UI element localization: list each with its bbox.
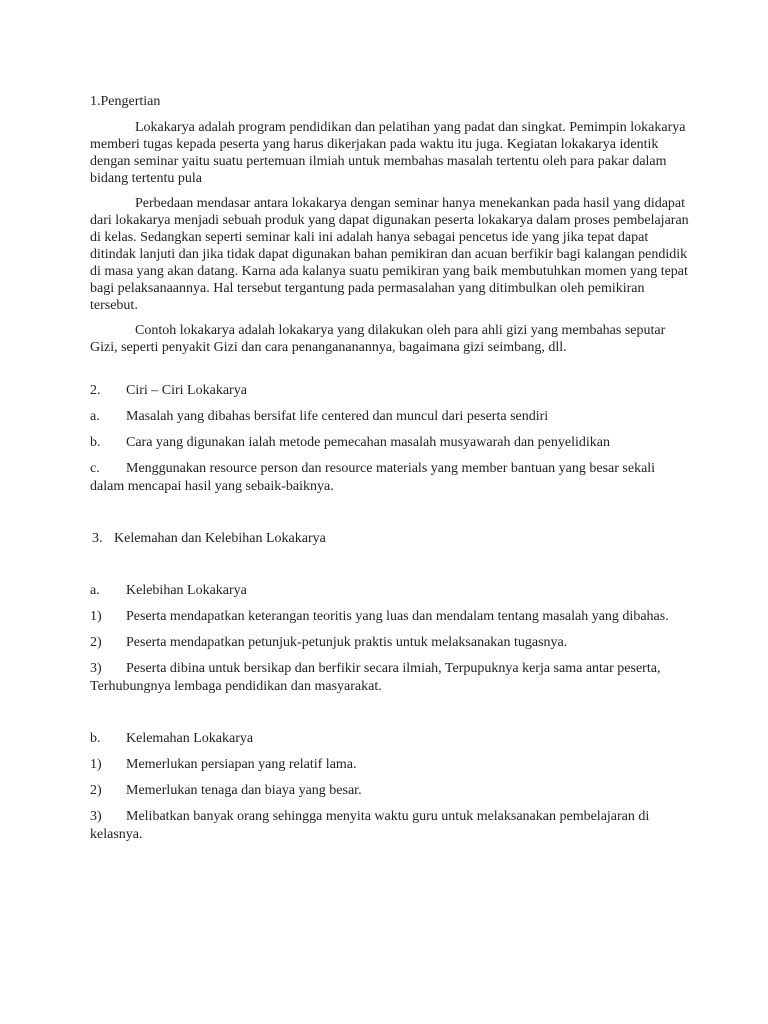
list-marker: 2) bbox=[90, 635, 102, 650]
section-title: Ciri – Ciri Lokakarya bbox=[126, 383, 247, 398]
list-marker: 3) bbox=[90, 809, 102, 824]
paragraph: Lokakarya adalah program pendidikan dan pelatihan yang padat dan singkat. Pemimpin lokakarya memberi tugas kepada peserta yang harus dikerjakan pada waktu itu juga. Kegiatan lokakarya identik dengan seminar yaitu suatu pertemuan ilmiah untuk membahas masalah tertentu oleh para pakar dalam bidang tertentu pula bbox=[90, 120, 686, 186]
list-item bbox=[90, 460, 690, 496]
section-heading-pengertian: 1.Pengertian bbox=[90, 94, 161, 109]
list-item bbox=[90, 634, 690, 652]
section-heading-kelemahan-kelebihan bbox=[90, 530, 690, 548]
list-item-text: Melibatkan banyak orang sehingga menyita waktu guru untuk melaksanakan pembelajaran di kelasnya. bbox=[90, 809, 650, 842]
list-item bbox=[90, 782, 690, 800]
paragraph: Contoh lokakarya adalah lokakarya yang dilakukan oleh para ahli gizi yang membahas seputar Gizi, seperti penyakit Gizi dan cara penangananannya, bagaimana gizi seimbang, dll. bbox=[90, 323, 666, 355]
list-item bbox=[90, 608, 690, 626]
subsection-marker: a. bbox=[90, 583, 100, 598]
subsection-heading-kelebihan bbox=[90, 582, 690, 600]
list-item-text: Peserta dibina untuk bersikap dan berfikir secara ilmiah, Terpupuknya kerja sama antar peserta, Terhubungnya lembaga pendidikan dan masyarakat. bbox=[90, 661, 661, 694]
list-item bbox=[90, 660, 690, 696]
document-page bbox=[90, 93, 690, 852]
list-item-text: Memerlukan tenaga dan biaya yang besar. bbox=[126, 783, 362, 798]
section-heading-ciri bbox=[90, 382, 690, 400]
list-marker: 3) bbox=[90, 661, 102, 676]
list-marker: b. bbox=[90, 435, 101, 450]
subsection-heading-kelemahan bbox=[90, 730, 690, 748]
list-item-text: Menggunakan resource person dan resource materials yang member bantuan yang besar sekali dalam mencapai hasil yang sebaik-baiknya. bbox=[90, 461, 656, 494]
list-item bbox=[90, 756, 690, 774]
subsection-title: Kelebihan Lokakarya bbox=[126, 583, 247, 598]
list-item bbox=[90, 408, 690, 426]
list-item-text: Masalah yang dibahas bersifat life centered dan muncul dari peserta sendiri bbox=[126, 409, 549, 424]
list-item bbox=[90, 808, 690, 844]
section-number: 2. bbox=[90, 383, 101, 398]
list-marker: 1) bbox=[90, 609, 102, 624]
list-marker: 2) bbox=[90, 783, 102, 798]
list-marker: c. bbox=[90, 461, 100, 476]
list-item-text: Peserta mendapatkan petunjuk-petunjuk praktis untuk melaksanakan tugasnya. bbox=[126, 635, 568, 650]
section-number: 3. bbox=[92, 531, 103, 546]
list-marker: 1) bbox=[90, 757, 102, 772]
list-item-text: Memerlukan persiapan yang relatif lama. bbox=[126, 757, 357, 772]
paragraph: Perbedaan mendasar antara lokakarya dengan seminar hanya menekankan pada hasil yang didapat dari lokakarya menjadi sebuah produk yang dapat digunakan peserta lokakarya dalam proses pembelajaran di kelas. Sedangkan seperti seminar kali ini adalah hanya sebagai pencetus ide yang jika tepat dapat ditindak lanjuti dan jika tidak dapat digunakan bahan pemikiran dan acuan berfikir bagi kalangan pendidik di masa yang akan datang. Karna ada kalanya suatu pemikiran yang baik membutuhkan momen yang tepat bagi pelaksanaannya. Hal tersebut tergantung pada permasalahan yang ditimbulkan oleh pemikiran tersebut. bbox=[90, 196, 689, 313]
list-item-text: Cara yang digunakan ialah metode pemecahan masalah musyawarah dan penyelidikan bbox=[126, 435, 610, 450]
subsection-marker: b. bbox=[90, 731, 101, 746]
list-item-text: Peserta mendapatkan keterangan teoritis yang luas dan mendalam tentang masalah yang dibahas. bbox=[126, 609, 669, 624]
subsection-title: Kelemahan Lokakarya bbox=[126, 731, 254, 746]
list-item bbox=[90, 434, 690, 452]
list-marker: a. bbox=[90, 409, 100, 424]
section-title: Kelemahan dan Kelebihan Lokakarya bbox=[114, 531, 326, 546]
